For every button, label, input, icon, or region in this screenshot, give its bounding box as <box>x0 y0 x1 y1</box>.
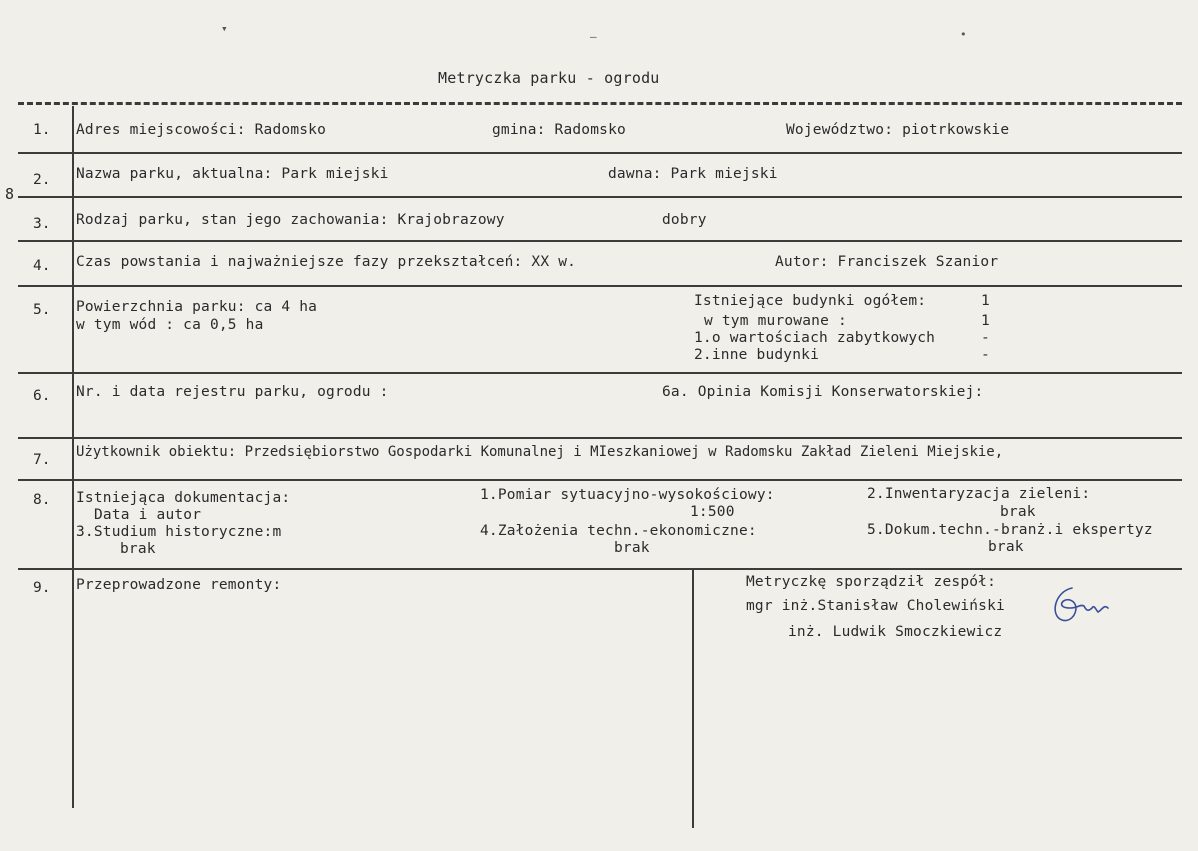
row-separator <box>18 196 1182 198</box>
historical-study-value: brak <box>120 541 156 557</box>
park-area: Powierzchnia parku: ca 4 ha <box>76 299 318 315</box>
document-title: Metryczka parku - ogrodu <box>438 69 660 87</box>
punch-mark: ▾ <box>221 22 228 35</box>
expertise-value: brak <box>988 539 1024 555</box>
buildings-brick: w tym murowane : <box>704 313 847 329</box>
object-user: Użytkownik obiektu: Przedsiębiorstwo Gospodarki Komunalnej i MIeszkaniowej w Radomsku Zakład Zieleni Miejskie, <box>76 444 1004 460</box>
date-author-label: Data i autor <box>94 507 202 523</box>
row-number: 5. <box>33 302 51 318</box>
punch-mark: • <box>960 28 967 41</box>
row-separator <box>18 285 1182 287</box>
water-area: w tym wód : ca 0,5 ha <box>76 317 264 333</box>
row9-divider <box>692 570 694 828</box>
row-separator <box>18 568 1182 570</box>
row-number: 6. <box>33 388 51 404</box>
row-number: 2. <box>33 172 51 188</box>
row-number: 3. <box>33 216 51 232</box>
park-name-current: Nazwa parku, aktualna: Park miejski <box>76 166 389 182</box>
survey-field: 1.Pomiar sytuacyjno-wysokościowy: <box>480 487 775 503</box>
park-author: Autor: Franciszek Szanior <box>775 254 999 270</box>
buildings-total: Istniejące budynki ogółem: <box>694 293 927 309</box>
number-column-divider <box>72 106 74 808</box>
buildings-total-value: 1 <box>981 293 990 309</box>
row-separator <box>18 372 1182 374</box>
prepared-by-label: Metryczkę sporządził zespół: <box>746 574 997 590</box>
buildings-brick-value: 1 <box>981 313 990 329</box>
top-dashed-rule <box>18 102 1182 105</box>
historical-study: 3.Studium historyczne:m <box>76 524 282 540</box>
row-number: 8. <box>33 492 51 508</box>
buildings-other: 2.inne budynki <box>694 347 820 363</box>
buildings-historic: 1.o wartościach zabytkowych <box>694 330 936 346</box>
row-separator <box>18 437 1182 439</box>
assumptions-value: brak <box>614 540 650 556</box>
gmina-field: gmina: Radomsko <box>492 122 626 138</box>
address-field: Adres miejscowości: Radomsko <box>76 122 327 138</box>
margin-mark: 8 <box>5 185 15 203</box>
buildings-other-value: - <box>981 347 990 363</box>
inventory-field: 2.Inwentaryzacja zieleni: <box>867 486 1091 502</box>
row-separator <box>18 152 1182 154</box>
signature <box>1042 582 1112 632</box>
park-state: dobry <box>662 212 707 228</box>
inventory-value: brak <box>1000 504 1036 520</box>
park-type: Rodzaj parku, stan jego zachowania: Krajobrazowy <box>76 212 505 228</box>
commission-opinion: 6a. Opinia Komisji Konserwatorskiej: <box>662 384 984 400</box>
row-number: 9. <box>33 580 51 596</box>
row-number: 1. <box>33 122 51 138</box>
buildings-historic-value: - <box>981 330 990 346</box>
row-separator <box>18 479 1182 481</box>
survey-value: 1:500 <box>690 504 735 520</box>
row-separator <box>18 240 1182 242</box>
assumptions-field: 4.Założenia techn.-ekonomiczne: <box>480 523 757 539</box>
expertise-field: 5.Dokum.techn.-branż.i ekspertyz <box>867 522 1153 538</box>
voivodeship-field: Województwo: piotrkowskie <box>786 122 1010 138</box>
register-field: Nr. i data rejestru parku, ogrodu : <box>76 384 389 400</box>
row-number: 7. <box>33 452 51 468</box>
punch-mark: – <box>590 30 597 43</box>
repairs-label: Przeprowadzone remonty: <box>76 577 282 593</box>
team-member-1: mgr inż.Stanisław Cholewiński <box>746 598 1005 614</box>
row-number: 4. <box>33 258 51 274</box>
creation-time: Czas powstania i najważniejsze fazy przekształceń: XX w. <box>76 254 577 270</box>
team-member-2: inż. Ludwik Smoczkiewicz <box>788 624 1003 640</box>
documentation-label: Istniejąca dokumentacja: <box>76 490 291 506</box>
park-name-former: dawna: Park miejski <box>608 166 778 182</box>
